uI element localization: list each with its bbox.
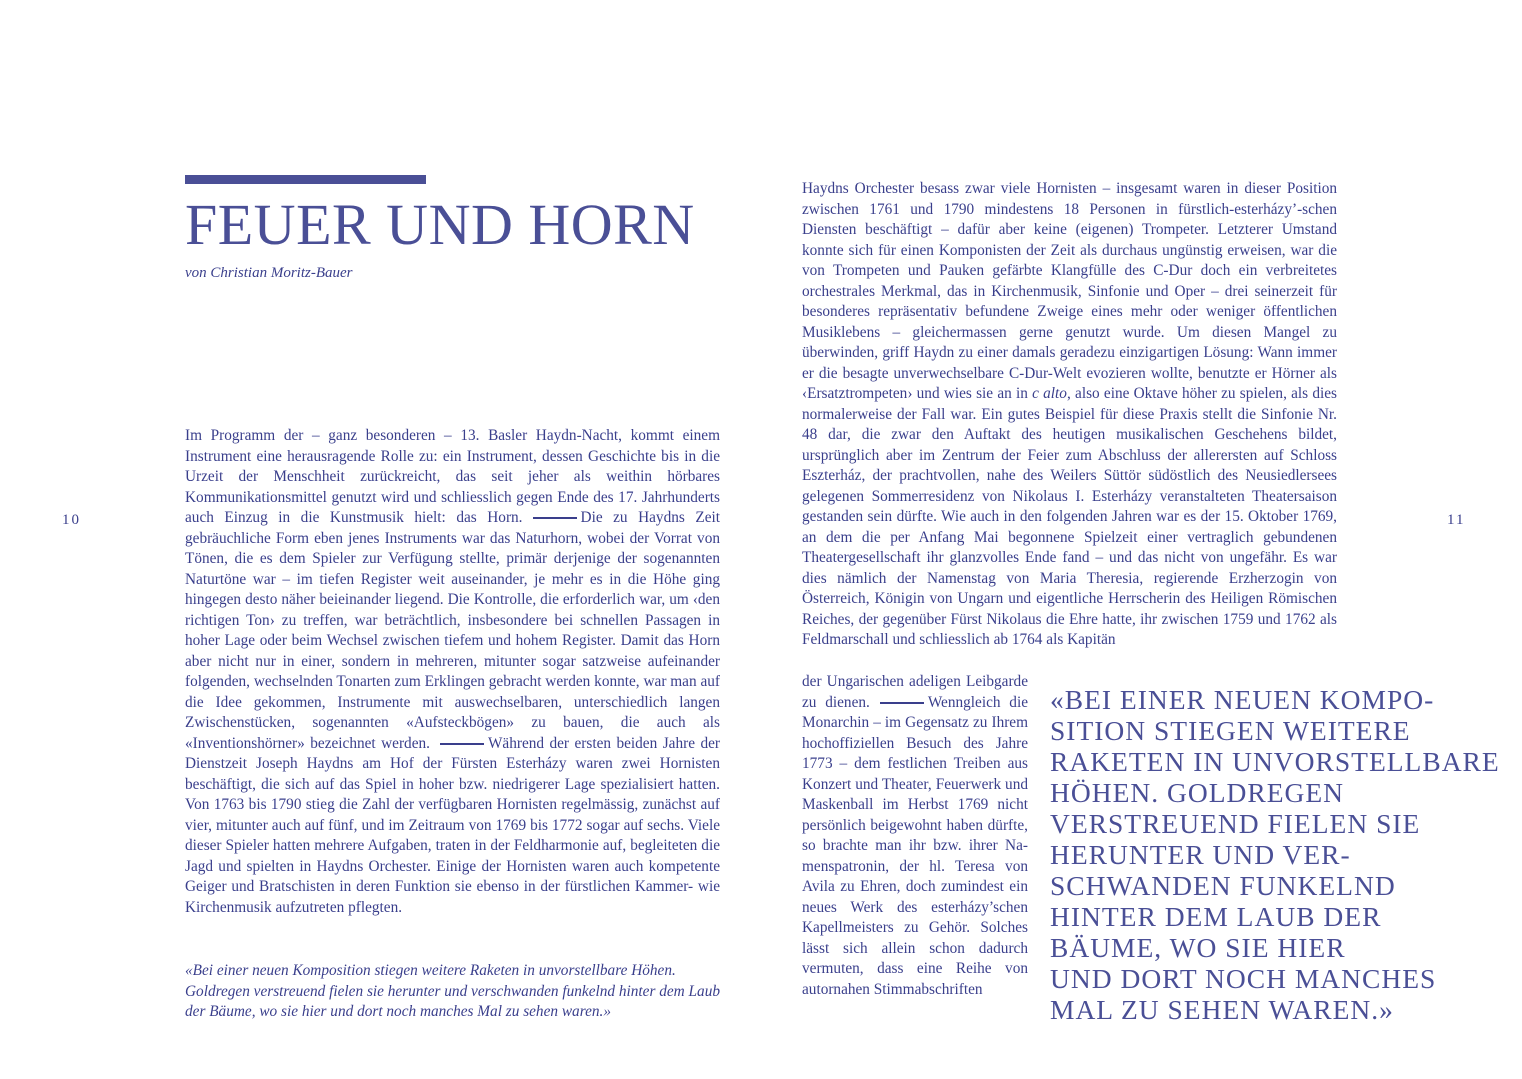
left-body-column: [185, 426, 720, 918]
left-body-segment-2: Die zu Haydns Zeit gebräuchliche Form eben jenes Instruments war das Naturhorn, wobei der Vorrat von Tönen, die es dem Spieler zur Verfügung stellte, primär derjenige der sogenannten Naturtöne war – im tiefen Register weit auseinander, je mehr es in die Höhe ging hingegen desto näher beieinander liegend. Die Kontrolle, die erforderlich war, um ‹den richtigen Ton› zu treffen, war beträchtlich, insbesondere bei schnellen Passagen in hoher Lage oder beim Wechsel zwischen tiefem und hohem Register. Damit das Horn aber nicht nur in einer, sondern in mehreren, mitunter sogar satzweise aufeinander folgenden, wechselnden Tonarten zum Erklingen gebracht werden konnte, war man auf die Idee gekommen, Instrumente mit auswechselbaren, unterschiedlich langen Zwischenstücken, sogenannten «Aufsteckbögen» zu bauen, die auch als «Inventionshörner» bezeichnet werden.: [185, 509, 720, 752]
left-quote: «Bei einer neuen Komposition stiegen weitere Raketen in unvorstellbare Höhen. Goldregen verstreuend fielen sie herunter und verschwanden funkelnd hinter dem Laub der Bäume, wo sie hier und dort noch manches Mal zu sehen waren.»: [185, 962, 720, 1020]
pull-quote-line: SCHWANDEN FUNKELND: [1050, 870, 1396, 901]
pull-quote-line: SITION STIEGEN WEITERE: [1050, 715, 1411, 746]
right-narrow-paragraph: [802, 672, 1028, 1000]
pull-quote-line: MAL ZU SEHEN WAREN.»: [1050, 994, 1394, 1025]
pull-quote-line: VERSTREUEND FIELEN SIE: [1050, 808, 1421, 839]
section-marker: [440, 743, 484, 745]
right-body-segment-1b: , also eine Oktave höher zu spielen, als dies normalerweise der Fall war. Ein gutes Beispiel für diese Praxis stellt die Sinfonie Nr. 48 dar, die zwar den Auftakt des heutigen musikalischen Geschehens bildet, ursprünglich aber im Zentrum der Feier zum Abschluss der allerersten auf Schloss Eszterház, der prachtvollen, nahe des Weilers Süttör südöstlich des Neusiedlersees gelegenen Sommerresidenz von Nikolaus I. Esterházy veranstalteten Theatersaison gestanden sein dürfte. Wie auch in den folgenden Jahren war es der 15. Oktober 1769, an dem die per Anfang Mai begonnene Spielzeit einer vertraglich gebundenen Theatergesellschaft ihr glanzvolles Ende fand – und das nicht von ungefähr. Es war dies nämlich der Namenstag von Maria Theresia, regierende Erzherzogin von Österreich, Königin von Ungarn und eigentliche Herrscherin des Heiligen Römischen Reiches, der gegenüber Fürst Nikolaus die Ehre hatte, ihr zwischen 1759 und 1762 als Feldmarschall und schliesslich ab 1764 als Kapitän: [802, 385, 1337, 648]
pull-quote-line: RAKETEN IN UNVORSTELLBARE: [1050, 746, 1500, 777]
pull-quote-line: HERUNTER UND VER-: [1050, 839, 1351, 870]
right-narrow-column: [802, 672, 1028, 1000]
article-title: FEUER UND HORN: [185, 192, 695, 257]
article-byline: von Christian Moritz-Bauer: [185, 265, 353, 281]
pull-quote: [1050, 684, 1500, 1025]
pull-quote-line: «BEI EINER NEUEN KOMPO-: [1050, 684, 1435, 715]
pull-quote-line: HINTER DEM LAUB DER: [1050, 901, 1382, 932]
right-body-italic-term: c alto: [1032, 385, 1067, 402]
left-body-segment-1: Im Programm der – ganz besonderen – 13. Basler Haydn-Nacht, kommt einem Instrument eine herausragende Rolle zu: ein Instrument, dessen Geschichte bis in die Urzeit der Menschheit zurückreicht, das seit jeher als weithin hörbares Kommunikationsmittel genutzt wird und schliesslich gegen Ende des 17. Jahrhunderts auch Einzug in die Kunstmusik hielt: das Horn.: [185, 427, 720, 526]
page-number-left: 10: [62, 512, 81, 528]
right-narrow-segment-2: Wenngleich die Monarchin – im Gegensatz zu Ihrem hochoffiziellen Besuch des Jahre 1773 – dem festlichen Treiben aus Konzert und Theater, Feuerwerk und Maskenball im Herbst 1769 nicht persönlich beigewohnt haben dürfte, so brachte man ihr bzw. ihrer Namenspatronin, der hl. Teresa von Avila zu Ehren, doch zumindest ein neues Werk des esterházy’schen Kapellmeisters zu Gehör. Solches lässt sich allein schon dadurch vermuten, dass eine Reihe von autornahen Stimmabschriften: [802, 693, 1028, 998]
title-rule: [185, 175, 426, 184]
left-body-segment-3: Während der ersten beiden Jahre der Dienstzeit Joseph Haydns am Hof der Fürsten Esterházy waren zwei Hornisten beschäftigt, die sich auf das Spiel in hoher bzw. niedrigerer Lage spezialisiert hatten. Von 1763 bis 1790 stieg die Zahl der verfügbaren Hornisten regelmässig, zunächst auf vier, mitunter auch auf fünf, und im Zeitraum von 1769 bis 1772 sogar auf sechs. Viele dieser Spieler hatten mehrere Aufgaben, traten in der Feldharmonie auf, begleiteten die Jagd und spielten in Haydns Orchester. Einige der Hornisten waren auch kompetente Geiger und Bratschisten in deren Funktion sie ebenso in der fürstlichen Kammer- wie Kirchenmusik aufzutreten pflegten.: [185, 734, 720, 916]
right-body-paragraph: [802, 179, 1337, 651]
right-body-segment-1a: Haydns Orchester besass zwar viele Hornisten – insgesamt waren in dieser Position zwischen 1761 und 1790 mindestens 18 Personen in fürstlich-esterházy’-schen Diensten beschäftigt – dafür aber keine (eigenen) Trompeter. Letzterer Umstand konnte sich für einen Komponisten der Zeit als durchaus ungünstig erweisen, war die von Trompeten und Pauken gefärbte Klangfülle des C-Dur doch ein verbreitetes orchestrales Merkmal, das in Kirchenmusik, Sinfonie und Oper – drei seinerzeit für besonderes repräsentativ befundene Zweige eines mehr oder weniger öffentlichen Musiklebens – gleichermassen gerne genutzt wurde. Um diesen Mangel zu überwinden, griff Haydn zu einer damals geradezu einzigartigen Lösung: Wann immer er die besagte unverwechselbare C-Dur-Welt evozieren wollte, benutzte er Hörner als ‹Ersatztrompeten› und wies sie an in: [802, 180, 1337, 402]
section-marker: [533, 517, 577, 519]
left-body-paragraph: [185, 426, 720, 918]
pull-quote-line: UND DORT NOCH MANCHES: [1050, 963, 1437, 994]
right-narrow-segment-1: der Ungarischen adeligen Leibgarde zu dienen.: [802, 673, 1028, 711]
right-body-column: [802, 179, 1337, 651]
pull-quote-line: BÄUME, WO SIE HIER: [1050, 932, 1346, 963]
page-number-right: 11: [1447, 512, 1466, 528]
section-marker: [880, 702, 924, 704]
pull-quote-line: HÖHEN. GOLDREGEN: [1050, 777, 1345, 808]
